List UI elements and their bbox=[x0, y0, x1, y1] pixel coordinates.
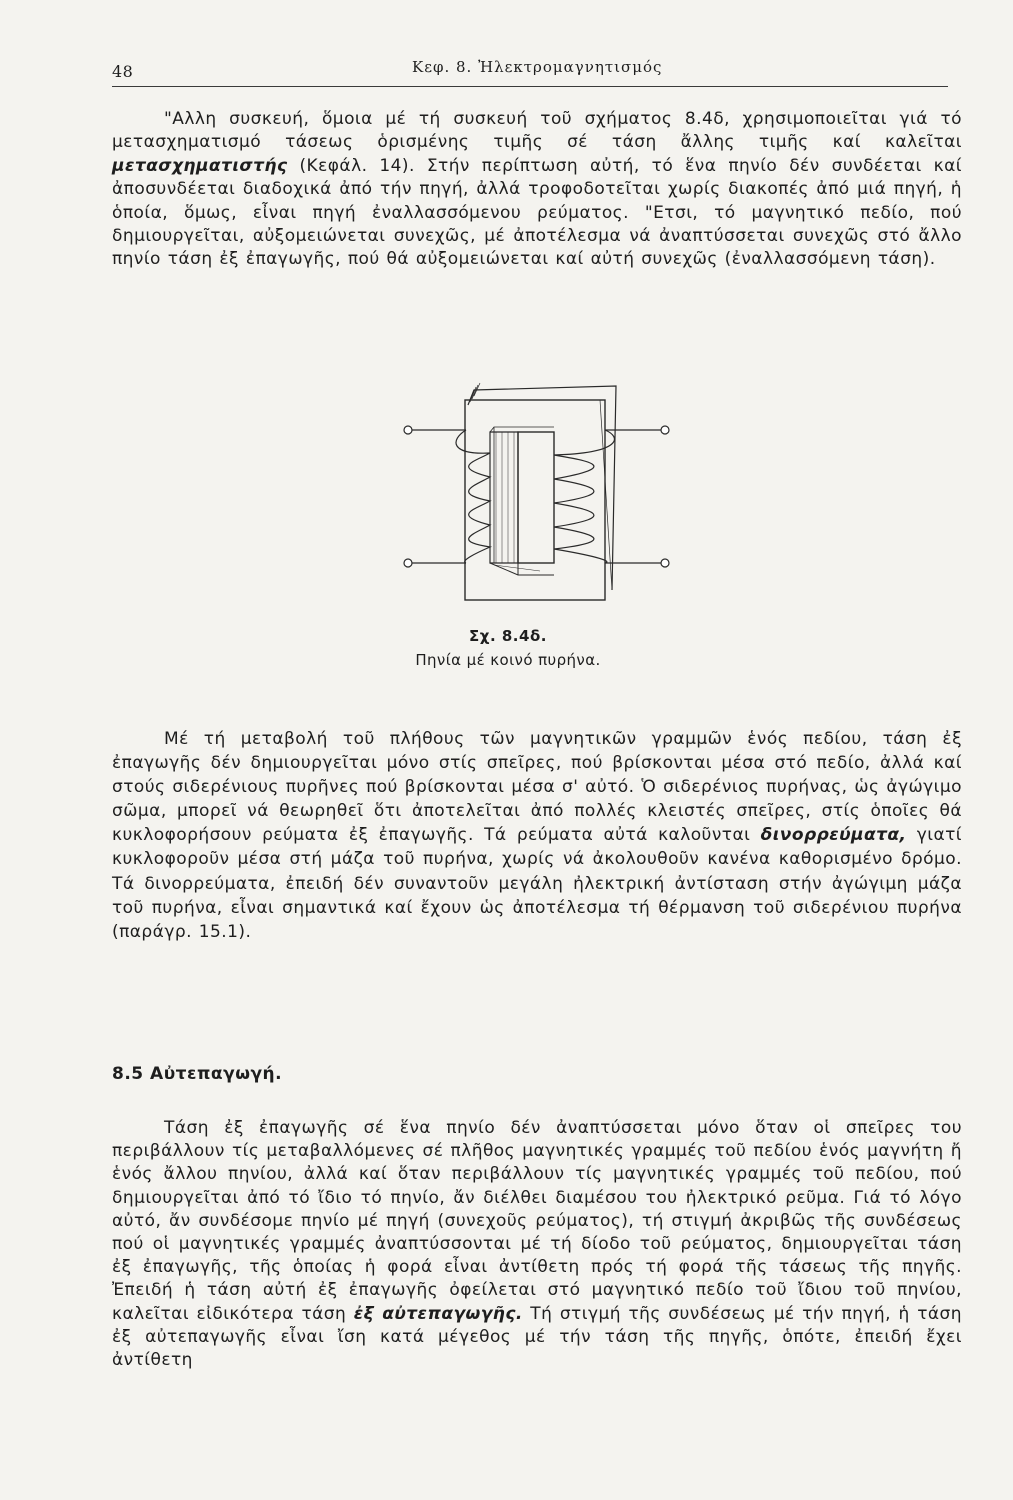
right-terminal-top bbox=[661, 426, 669, 434]
paragraph-transformer bbox=[112, 108, 962, 272]
term-transformer: μετασχηματιστής bbox=[112, 155, 288, 176]
left-terminal-top bbox=[404, 426, 412, 434]
paragraph-text: (Κεφάλ. 14). Στήν περίπτωση αὐτή, τό ἕνα πηνίο δέν συνδέεται καί ἀποσυνδέεται διαδοχικά ἀπό τήν πηγή, ἀλλά τροφοδοτεῖται χωρίς διακοπές ἀπό μιά πηγή, ἡ ὁποία, ὅμως, εἶναι πηγή ἐναλλασσόμενου ρεύματος. "Ετσι, τό μαγνητικό πεδίο, πού δημιουργεῖται, αὐξομειώνεται συνεχῶς, μέ ἀποτέλεσμα νά ἀναπτύσσεται συνεχῶς στό ἄλλο πηνίο τάση ἐξ ἐπαγωγῆς, πού θά αὐξομειώνεται καί αὐτή συνεχῶς (ἐναλλασσόμενη τάση). bbox=[112, 155, 962, 270]
paragraph-text: γιατί κυκλοφοροῦν μέσα στή μάζα τοῦ πυρήνα, χωρίς νά ἀκολουθοῦν κανένα καθορισμένο δρόμο. Τά δινορρεύματα, ἐπειδή δέν συναντοῦν μεγάλη ἠλεκτρική ἀντίσταση στήν ἀγώγιμη μάζα τοῦ πυρήνα, εἶναι σημαντικά καί ἔχουν ὡς ἀποτέλεσμα τή θέρμανση τοῦ σιδερένιου πυρήνα (παράγρ. 15.1). bbox=[112, 825, 962, 942]
term-eddy-currents: δινορρεύματα, bbox=[760, 825, 907, 846]
coils-common-core-diagram bbox=[390, 375, 690, 625]
figure-coils-common-core bbox=[390, 375, 690, 675]
paragraph-text: Τάση ἐξ ἐπαγωγῆς σέ ἕνα πηνίο δέν ἀναπτύσσεται μόνο ὅταν οἱ σπεῖρες του περιβάλλουν τίς μεταβαλλόμενες σέ πλῆθος μαγνητικές γραμμές τοῦ πεδίου ἑνός μαγνήτη ἤ ἑνός ἄλλου πηνίου, ἀλλά καί ὅταν περιβάλλουν τίς μαγνητικές γραμμές τοῦ πεδίου, πού δημιουργεῖται ἀπό τό ἴδιο τό πηνίο, ἄν διέλθει διαμέσου του ἠλεκτρικό ρεῦμα. Γιά τό λόγο αὐτό, ἄν συνδέσομε πηνίο μέ πηγή (συνεχοῦς ρεύματος), τή στιγμή ἀκριβῶς τῆς συνδέσεως πού οἱ μαγνητικές γραμμές ἀναπτύσσονται μέ τή δίοδο τοῦ ρεύματος, δημιουργεῖται τάση ἐξ ἐπαγωγῆς, τῆς ὁποίας ἡ φορά εἶναι ἀντίθετη πρός τή φορά τῆς τάσεως τῆς πηγῆς. Ἐπειδή ἡ τάση αὐτή ἐξ ἐπαγωγῆς ὀφείλεται στό μαγνητικό πεδίο τοῦ ἴδιου τοῦ πηνίου, καλεῖται εἰδικότερα τάση bbox=[112, 1118, 962, 1324]
section-heading: 8.5 Αὐτεπαγωγή. bbox=[112, 1064, 283, 1084]
figure-caption: Πηνία μέ κοινό πυρήνα. bbox=[415, 651, 601, 669]
running-head: Κεφ. 8. Ἠλεκτρομαγνητισμός bbox=[412, 58, 663, 76]
paragraph-text: Τή στιγμή τῆς συνδέσεως μέ τήν πηγή, ἡ τάση ἐξ αὐτεπαγωγῆς εἶναι ἴση κατά μέγεθος μέ τήν τάση τῆς πηγῆς, ὁπότε, ἐπειδή ἔχει ἀντίθετη bbox=[112, 1303, 962, 1371]
paragraph-text: "Αλλη συσκευή, ὅμοια μέ τή συσκευή τοῦ σχήματος 8.4δ, χρησιμοποιεῖται γιά τό μετασχηματισμό τάσεως ὁρισμένης τιμῆς σέ τάση ἄλλης τιμῆς καί καλεῖται bbox=[112, 109, 962, 153]
paragraph-self-induction bbox=[112, 1117, 962, 1372]
page-header bbox=[112, 56, 948, 87]
right-terminal-bottom bbox=[661, 559, 669, 567]
page-number: 48 bbox=[112, 62, 134, 81]
left-terminal-bottom bbox=[404, 559, 412, 567]
core-window bbox=[518, 432, 554, 563]
paragraph-text: Μέ τή μεταβολή τοῦ πλήθους τῶν μαγνητικῶν γραμμῶν ἑνός πεδίου, τάση ἐξ ἐπαγωγῆς δέν δημιουργεῖται μόνο στίς σπεῖρες, πού βρίσκονται μέσα στό πεδίο, ἀλλά καί στούς σιδερένιους πυρῆνες πού βρίσκονται μέσα σ' αὐτό. Ὁ σιδερένιος πυρήνας, ὡς ἀγώγιμο σῶμα, μπορεῖ νά θεωρηθεῖ ὅτι ἀποτελεῖται ἀπό πολλές κλειστές σπεῖρες, στίς ὁποῖες θά κυκλοφορήσουν ρεύματα ἐξ ἐπαγωγῆς. Τά ρεύματα αὐτά καλοῦνται bbox=[112, 729, 962, 846]
figure-label: Σχ. 8.4δ. bbox=[469, 627, 547, 645]
core-lamination-lines bbox=[470, 383, 480, 402]
left-coil-winding bbox=[456, 430, 490, 563]
paragraph-eddy-currents bbox=[112, 727, 962, 944]
term-self-induction: ἐξ αὐτεπαγωγῆς. bbox=[353, 1303, 523, 1324]
